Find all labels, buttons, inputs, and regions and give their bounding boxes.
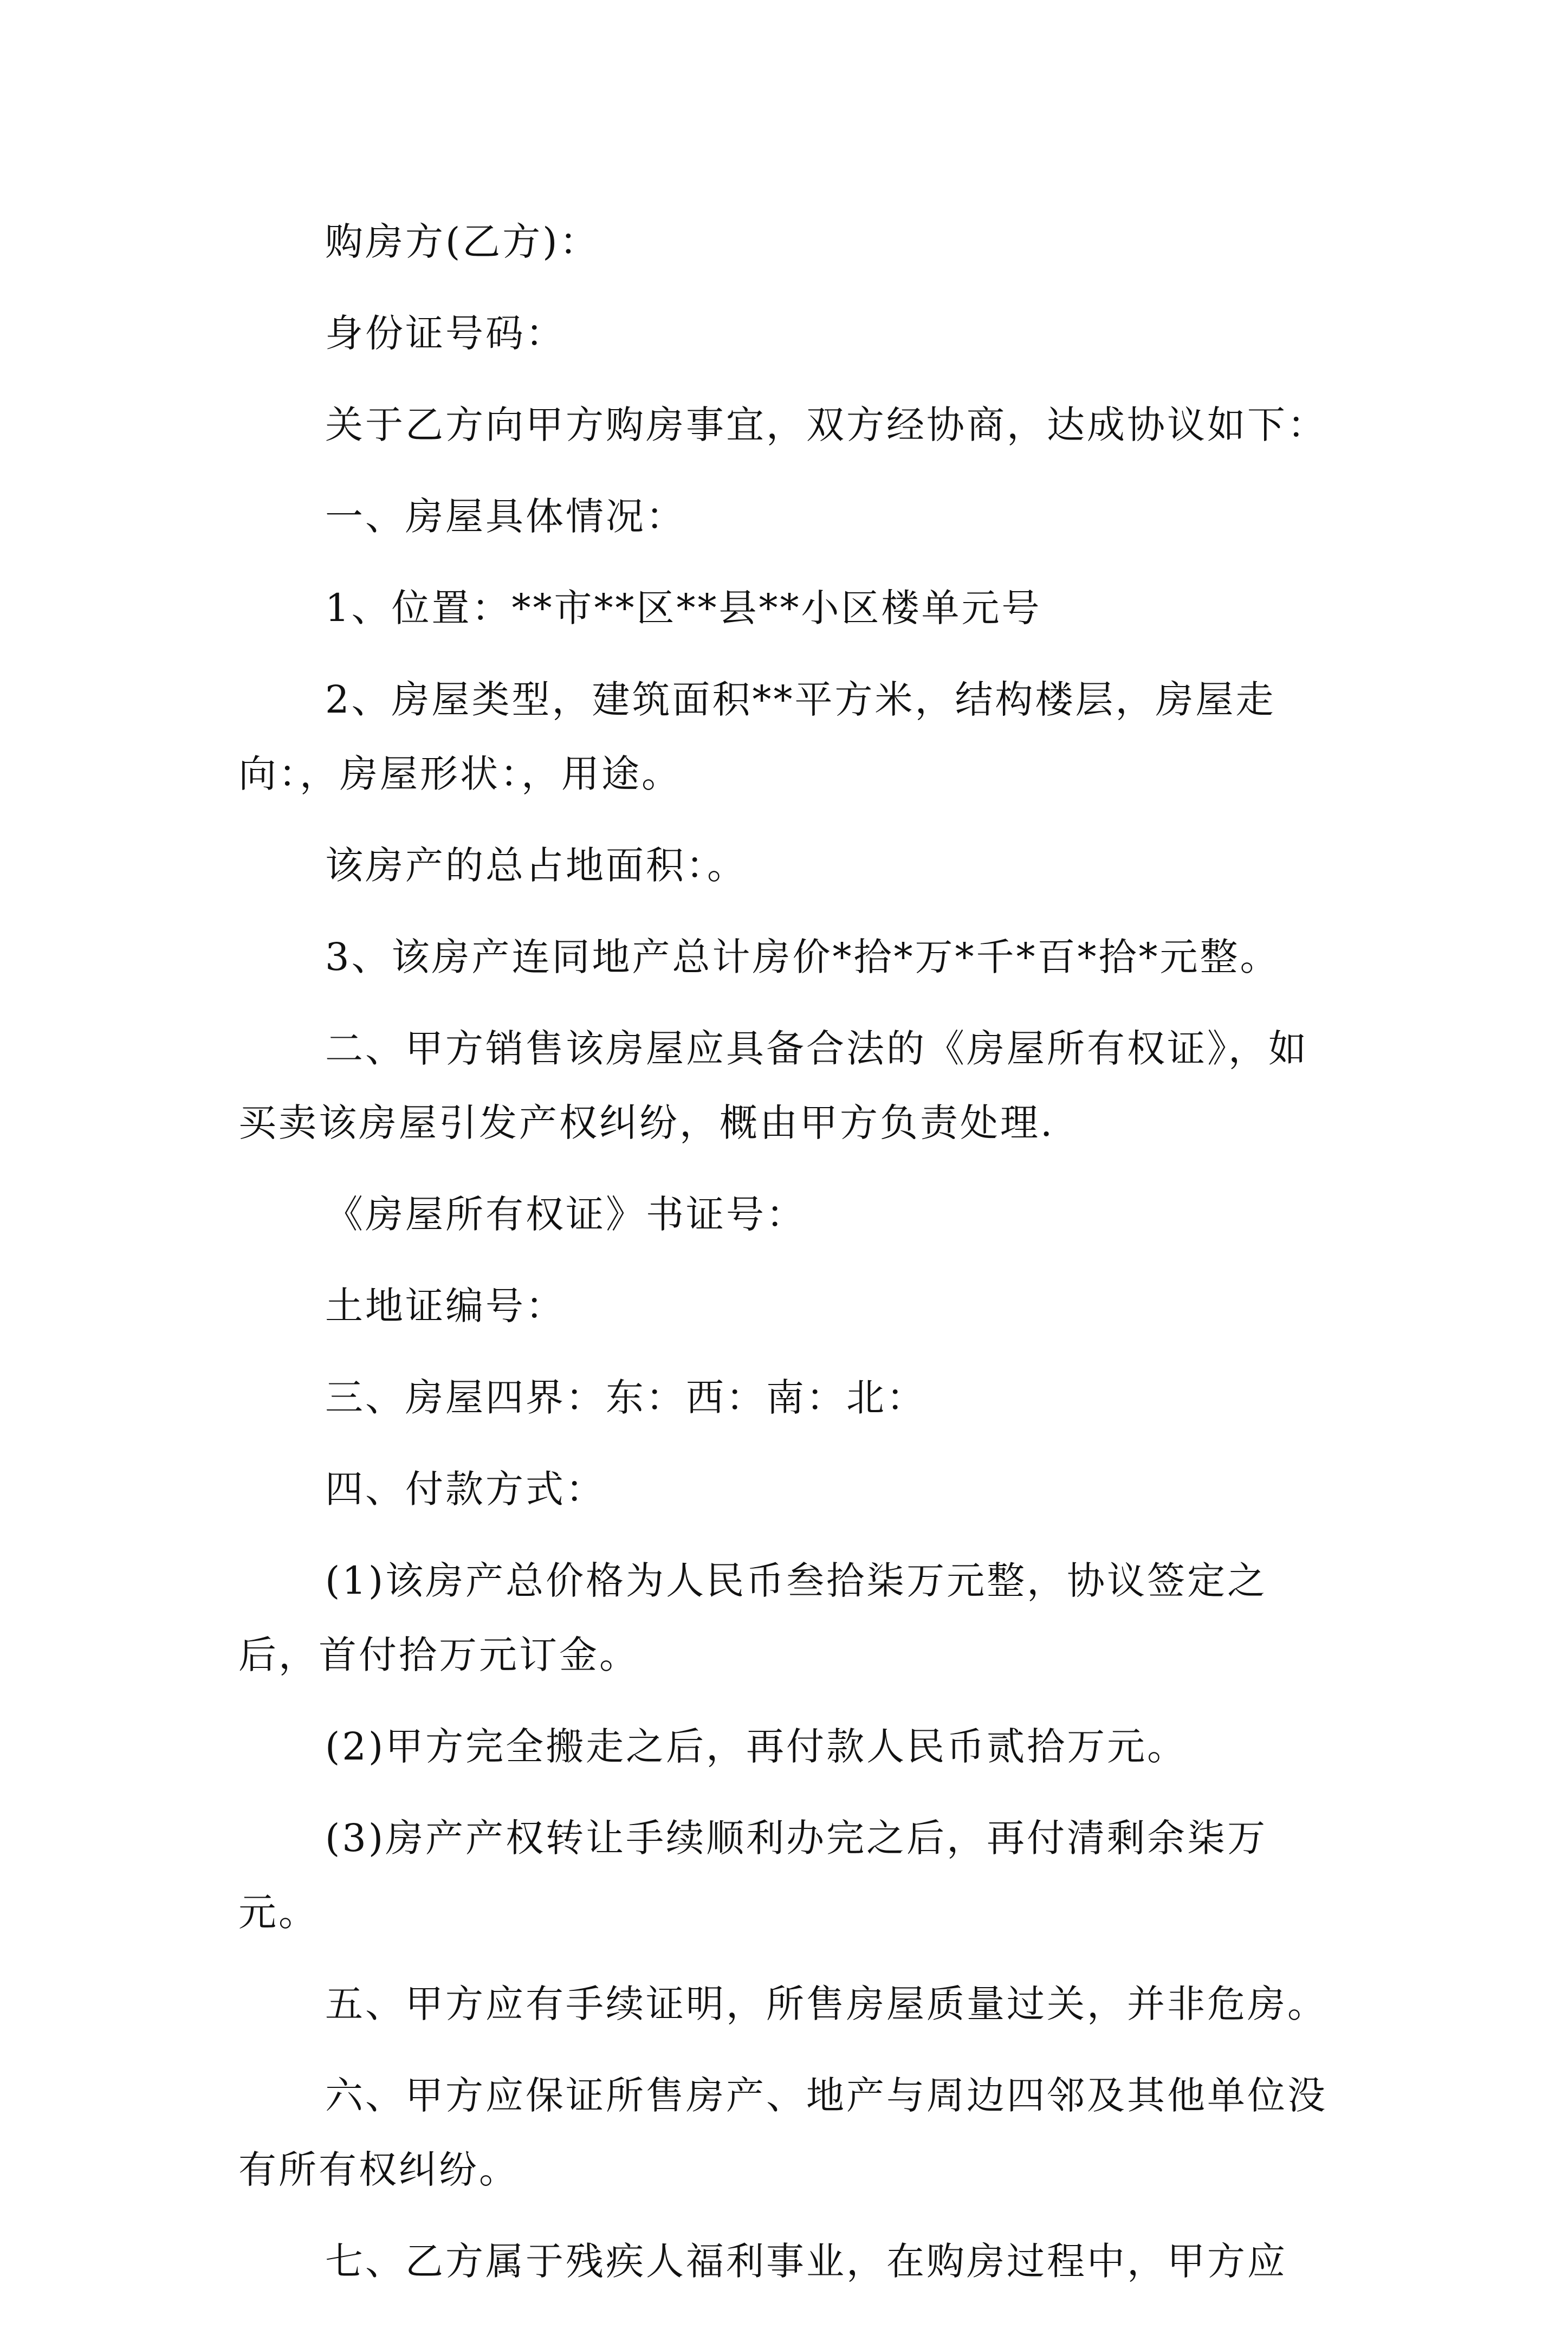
- land-cert-number: 土地证编号：: [325, 1284, 566, 1328]
- section-5-quality: 五、甲方应有手续证明，所售房屋质量过关，并非危房。: [325, 1982, 1327, 2026]
- section-6-no-disputes: 六、甲方应保证所售房产、地产与周边四邻及其他单位没有所有权纠纷。: [238, 2073, 1327, 2192]
- total-land-area: 该房产的总占地面积：。: [325, 843, 747, 888]
- payment-item-1: (1)该房产总价格为人民币叁拾柒万元整，协议签定之后，首付拾万元订金。: [238, 1558, 1268, 1677]
- section-4-payment-heading: 四、付款方式：: [325, 1467, 606, 1511]
- id-number-line: 身份证号码：: [325, 311, 566, 355]
- clause-2-house-type: 2、房屋类型，建筑面积**平方米，结构楼层，房屋走向：，房屋形状：，用途。: [238, 677, 1276, 796]
- section-2-ownership: 二、甲方销售该房屋应具备合法的《房屋所有权证》，如买卖该房屋引发产权纠纷，概由甲方负责处理.: [238, 1026, 1308, 1145]
- clause-1-location: 1、位置：**市**区**县**小区楼单元号: [325, 586, 1042, 630]
- section-7-welfare: 七、乙方属于残疾人福利事业，在购房过程中，甲方应: [325, 2239, 1287, 2284]
- clause-3-total-price: 3、该房产连同地产总计房价*拾*万*千*百*拾*元整。: [325, 935, 1280, 979]
- buyer-line: 购房方(乙方)：: [325, 219, 600, 264]
- ownership-cert-number: 《房屋所有权证》书证号：: [325, 1192, 806, 1237]
- agreement-intro: 关于乙方向甲方购房事宜，双方经协商，达成协议如下：: [325, 403, 1327, 447]
- payment-item-3: (3)房产产权转让手续顺利办完之后，再付清剩余柒万元。: [238, 1816, 1268, 1935]
- section-3-boundaries: 三、房屋四界：东：西：南：北：: [325, 1375, 926, 1420]
- section-1-heading: 一、房屋具体情况：: [325, 494, 686, 539]
- document-body: [238, 205, 1338, 2335]
- payment-item-2: (2)甲方完全搬走之后，再付款人民币贰拾万元。: [325, 1724, 1188, 1769]
